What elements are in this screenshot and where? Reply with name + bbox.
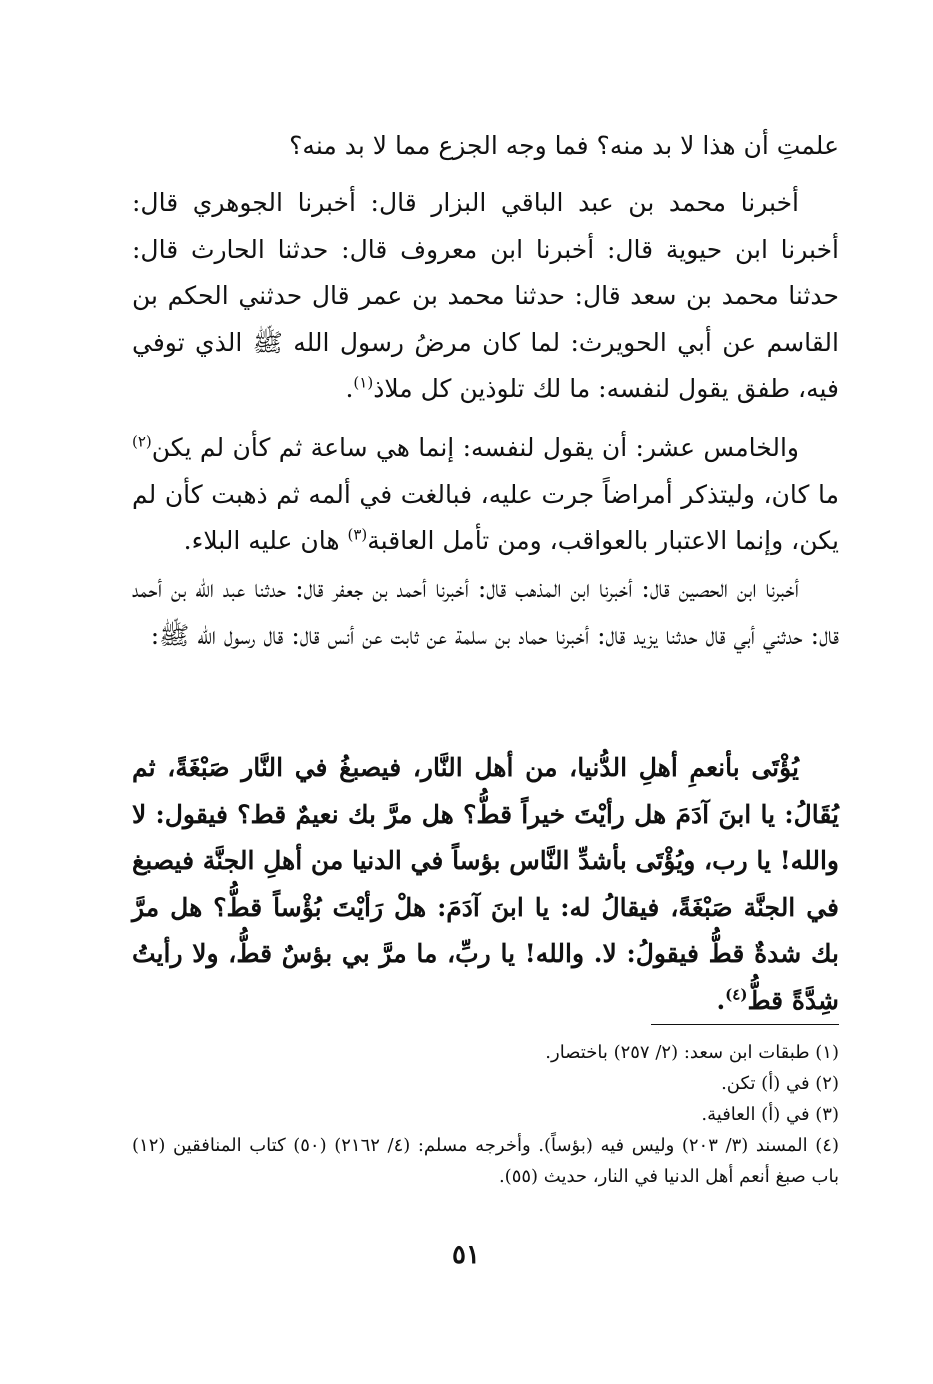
footnote-ref-1: (١) — [353, 373, 374, 392]
hadith-paragraph — [132, 745, 839, 1024]
isnad-1-text: أخبرنا محمد بن عبد الباقي البزار قال: أخبرنا الجوهري قال: أخبرنا ابن حيوية قال: أخبرنا ابن معروف قال: حدثنا الحارث قال: حدثنا محمد بن سعد قال: حدثنا محمد بن عمر قال حدثني الحكم بن القاسم عن أبي الحويرث: لما كان مرضُ رسول الله ﷺ الذي توفي فيه، طفق يقول لنفسه: ما لك تلوذين كل ملاذ — [132, 188, 839, 403]
footnotes — [132, 1037, 839, 1192]
footnote-3: (٣) في (أ) العافية. — [701, 1104, 839, 1125]
footnote-4: (٤) المسند (٣/ ٢٠٣) وليس فيه (بؤساً). وأخرجه مسلم: (٤/ ٢١٦٢) (٥٠) كتاب المنافقين (١٢) باب صبغ أنعم أهل الدنيا في النار، حديث (٥٥). — [132, 1135, 839, 1187]
fifteenth-point-paragraph — [132, 425, 839, 565]
hadith-text: يُؤْتَى بأنعمِ أهلِ الدُّنيا، من أهل النَّار، فيصبغُ في النَّار صَبْغَةً، ثم يُقَالُ: يا ابنَ آدَمَ هل رأيْتَ خيراً قطُّ؟ هل مرَّ بك نعيمٌ قط؟ فيقول: لا والله! يا رب، ويُؤْتَى بأشدِّ النَّاس بؤساً في الدنيا من أهلِ الجنَّة فيصبغ في الجنَّة صَبْغَةً، فيقالُ له: يا ابنَ آدَمَ: هلْ رَأيْتَ بُؤْساً قطُّ؟ هل مرَّ بك شدةٌ قطُّ فيقولُ: لا. والله! يا ربِّ، ما مرَّ بي بؤسٌ قطُّ، ولا رأيتُ شِدَّةً قطُّ — [132, 753, 839, 1015]
hadith-end: . — [716, 985, 726, 1015]
isnad-1-end: . — [345, 374, 354, 403]
footnote-ref-2: (٢) — [132, 432, 152, 451]
footnote-1: (١) طبقات ابن سعد: (٢/ ٢٥٧) باختصار. — [545, 1042, 839, 1063]
footnote-2: (٢) في (أ) تكن. — [721, 1073, 839, 1094]
page-number: ٥١ — [452, 1240, 480, 1270]
isnad-paragraph-2 — [132, 566, 839, 659]
isnad-paragraph-1 — [132, 180, 839, 413]
footnote-ref-4: (٤) — [725, 985, 748, 1004]
footnote-ref-3: (٣) — [347, 525, 368, 544]
intro-text: علمتِ أن هذا لا بد منه؟ فما وجه الجزع مما لا بد منه؟ — [289, 131, 839, 160]
isnad-2-text: أخبرنا ابن الحصين قال: أخبرنا ابن المذهب قال: أخبرنا أحمد بن جعفر قال: حدثنا عبد الله بن أحمد قال: حدثني أبي قال حدثنا يزيد قال: أخبرنا حماد بن سلمة عن ثابت عن أنس قال: قال رسول الله ﷺ: — [132, 574, 839, 650]
fifteenth-text-2: ما كان، وليتذكر أمراضاً جرت عليه، فبالغت في ألمه ثم ذهبت كأن لم يكن، وإنما الاعتبار بالعواقب، ومن تأمل العاقبة — [132, 479, 839, 555]
footnote-separator — [651, 1024, 839, 1025]
intro-paragraph — [132, 123, 839, 170]
fifteenth-text-3: هان عليه البلاء. — [183, 526, 348, 555]
fifteenth-text-1: والخامس عشر: أن يقول لنفسه: إنما هي ساعة ثم كأن لم يكن — [151, 433, 799, 462]
